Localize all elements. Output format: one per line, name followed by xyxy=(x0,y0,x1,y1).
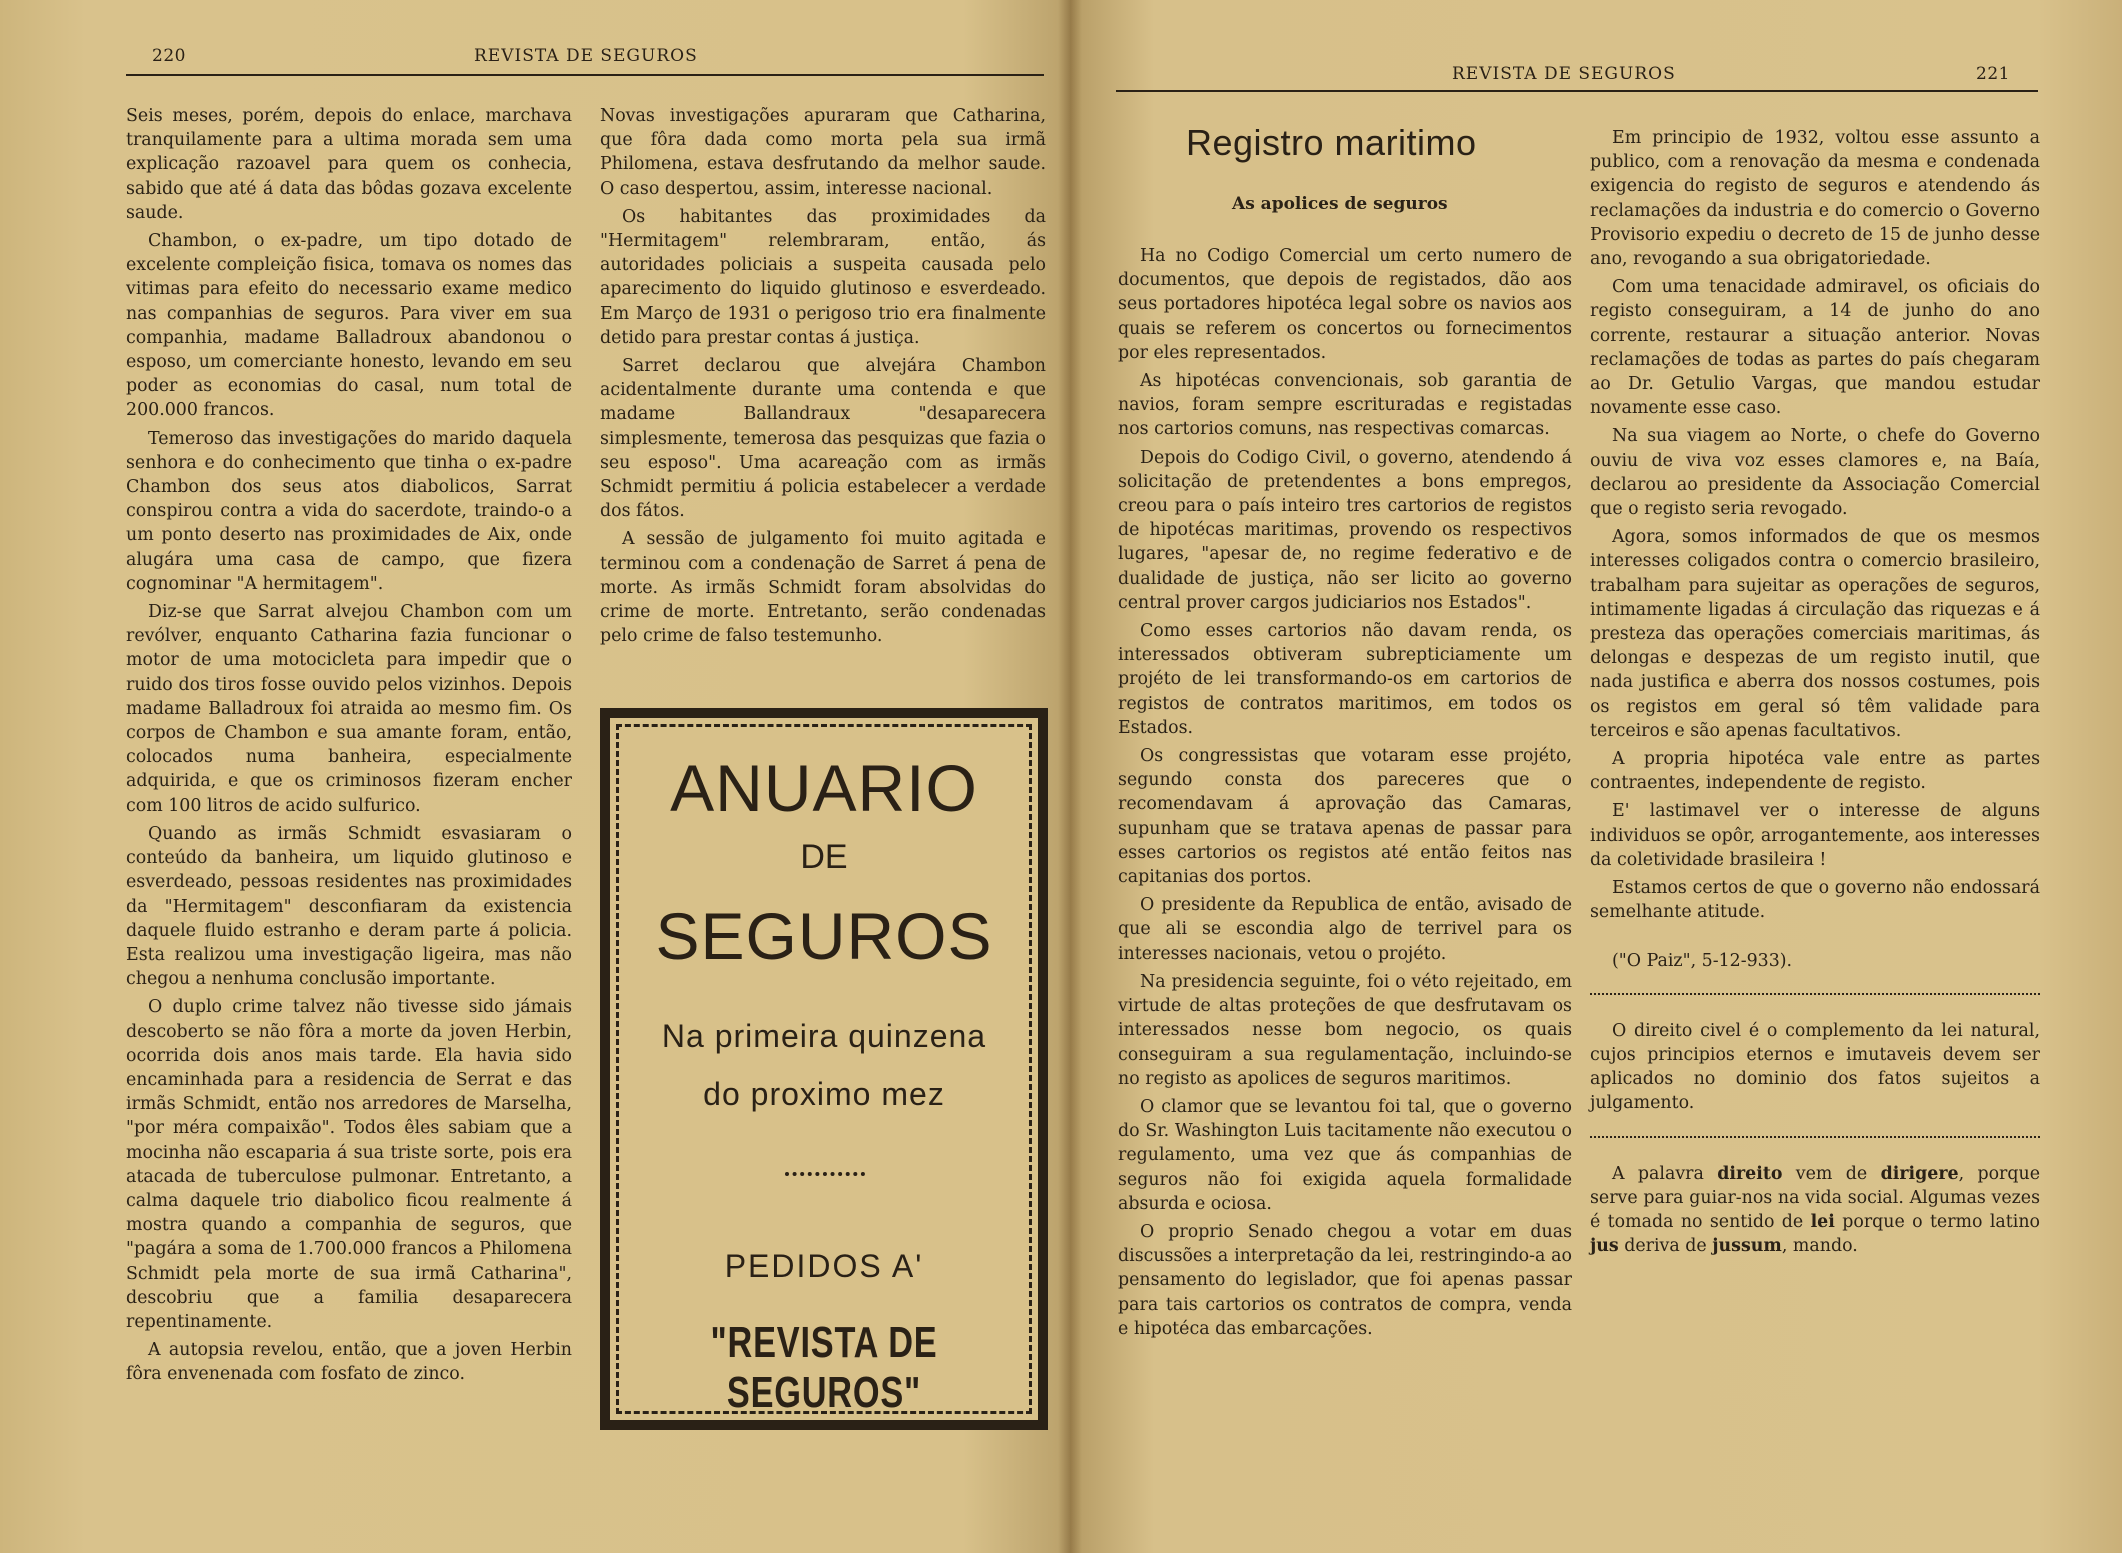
ad-border xyxy=(616,724,1032,1414)
ad-ornament xyxy=(785,1172,865,1176)
page-number: 220 xyxy=(152,46,186,66)
paragraph: Depois do Codigo Civil, o governo, atendendo á solicitação de pretendentes a bons empregos, creou para o país inteiro tres cartorios de registos de hipotécas maritimas, provendo os respectivos lugares, "apesar de, no regime federativo e de dualidade de justiça, não ser licito ao governo central prover cargos judiciarios nos Estados". xyxy=(1118,447,1572,613)
ad-title-seguros: SEGUROS xyxy=(655,899,993,973)
paragraph: Como esses cartorios não davam renda, os interessados obtiveram subrepticiamente um projéto de lei transformando-os em cartorios de registos de contratos maritimos, em todos os Estados. xyxy=(1118,621,1572,738)
paragraph: Ha no Codigo Comercial um certo numero de documentos, que depois de registados, dão aos seus portadores hipotéca legal sobre os navios aos quais se referem os concertos ou fornecimentos por eles representados. xyxy=(1118,246,1572,363)
paragraph: Em principio de 1932, voltou esse assunto a publico, com a renovação da mesma e condenada exigencia do registo de seguros e atendendo ás reclamações da industria e do comercio o Governo Provisorio expediu o decreto de 15 de junho desse ano, revogando a sua obrigatoriedade. xyxy=(1590,128,2040,270)
paragraph: Os congressistas que votaram esse projéto, segundo consta dos pareceres que o recomendavam á aprovação das Camaras, supunham que se tratava apenas de passar para esses cartorios os registos até então feitos nas capitanias dos portos. xyxy=(1118,746,1572,888)
source-citation: ("O Paiz", 5-12-933). xyxy=(1612,950,1793,971)
ad-date-line-2: do proximo mez xyxy=(703,1076,945,1112)
running-head: REVISTA DE SEGUROS xyxy=(474,46,698,66)
paragraph: E' lastimavel ver o interesse de alguns individuos se opôr, arrogantemente, aos interesses da coletividade brasileira ! xyxy=(1590,801,2040,870)
running-head: REVISTA DE SEGUROS xyxy=(1452,64,1676,84)
paragraph: A sessão de julgamento foi muito agitada e terminou com a condenação de Sarret á pena de morte. As irmãs Schmidt foram absolvidas do crime de morte. Entretanto, serão condenadas pelo crime de falso testemunho. xyxy=(600,529,1046,647)
article-column-1 xyxy=(126,104,572,1391)
paragraph: Seis meses, porém, depois do enlace, marchava tranquilamente para a ultima morada sem uma explicação razoavel para quem os conhecia, sabido que até á data das bôdas gozava excelente saude. xyxy=(126,106,572,223)
paragraph: Na presidencia seguinte, foi o véto rejeitado, em virtude de altas proteções de que desfrutavam os interessados nesse bom negocio, os quais conseguiram a sua regulamentação, incluindo-se no registo as apolices de seguros maritimos. xyxy=(1118,971,1572,1089)
paragraph: Na sua viagem ao Norte, o chefe do Governo ouviu de viva voz esses clamores e, na Baía, declarou ao presidente da Associação Comercial que o registo seria revogado. xyxy=(1590,426,2040,520)
note-civil-law: O direito civel é o complemento da lei natural, cujos principios eternos e imutaveis devem ser aplicados no dominio dos fatos sujeitos a julgamento. xyxy=(1590,1020,2040,1114)
article-subtitle: As apolices de seguros xyxy=(1232,194,1448,214)
article-column-2 xyxy=(600,104,1046,652)
paragraph: Temeroso das investigações do marido daquela senhora e do conhecimento que tinha o ex-padre Chambon dos seus atos diabolicos, Sarrat conspirou contra a vida do sacerdote, traindo-o a um ponto deserto nas proximidades de Aix, onde alugára uma casa de campo, que fizera cognominar "A hermitagem". xyxy=(126,428,572,594)
right-page xyxy=(1070,0,2122,1553)
paragraph: A autopsia revelou, então, que a joven Herbin fôra envenenada com fosfato de zinco. xyxy=(126,1340,572,1385)
section-divider xyxy=(1590,993,2040,995)
ad-title-de: DE xyxy=(800,838,848,876)
section-divider xyxy=(1590,1136,2040,1138)
paragraph: Com uma tenacidade admiravel, os oficiais do registo conseguiram, a 14 de junho do ano corrente, restaurar a situação anterior. Novas reclamações de todas as partes do país chegaram ao Dr. Getulio Vargas, que mandou estudar novamente esse caso. xyxy=(1590,277,2040,419)
ad-publisher: "REVISTA DE SEGUROS" xyxy=(710,1318,938,1417)
paragraph: Os habitantes das proximidades da "Hermitagem" relembraram, então, ás autoridades policiais a suspeita causada pelo aparecimento do liquido glutinoso e esverdeado. Em Março de 1931 o perigoso trio era finalmente detido para prestar contas á justiça. xyxy=(600,206,1046,348)
paragraph: Diz-se que Sarrat alvejou Chambon com um revólver, enquanto Catharina fazia funcionar o motor de uma motocicleta para impedir que o ruido dos tiros fosse ouvido pelos vizinhos. Depois madame Balladroux foi atraida ao mesmo fim. Os corpos de Chambon e sua amante foram, então, colocados numa banheira, especialmente adquirida, e que os criminosos fizeram encher com 100 litros de acido sulfurico. xyxy=(126,602,572,816)
paragraph: O proprio Senado chegou a votar em duas discussões a interpretação da lei, restringindo-a ao pensamento do legislador, que foi apenas passar para tais cartorios os contratos de compra, venda e hipotéca das embarcações. xyxy=(1118,1221,1572,1339)
ad-title-anuario: ANUARIO xyxy=(670,751,978,825)
article-column-1 xyxy=(1118,244,1572,1345)
header-rule xyxy=(126,74,1044,76)
header-rule xyxy=(1116,90,2038,92)
paragraph: A propria hipotéca vale entre as partes contraentes, independente de registo. xyxy=(1590,749,2040,794)
anuario-advertisement xyxy=(600,708,1048,1430)
ad-orders-line: PEDIDOS A' xyxy=(724,1248,924,1284)
paragraph: Sarret declarou que alvejára Chambon acidentalmente durante uma contenda e que madame Ballandraux "desaparecera simplesmente, temerosa das pesquizas que fazia o seu esposo". Uma acareação com as irmãs Schmidt permitiu á policia estabelecer a verdade dos fátos. xyxy=(600,356,1046,522)
paragraph: As hipotécas convencionais, sob garantia de navios, foram sempre escrituradas e registadas nos cartorios comuns, nas respectivas comarcas. xyxy=(1118,371,1572,440)
paragraph: O clamor que se levantou foi tal, que o governo do Sr. Washington Luis tacitamente não executou o regulamento, uma vez que ás companhias de seguros não foi exigida aquela formalidade absurda e ociosa. xyxy=(1118,1096,1572,1214)
paragraph: Novas investigações apuraram que Catharina, que fôra dada como morta pela sua irmã Philomena, estava desfrutando da melhor saude. O caso despertou, assim, interesse nacional. xyxy=(600,106,1046,199)
paragraph: O presidente da Republica de então, avisado de que ali se escondia algo de terrivel para os interesses nacionais, vetou o projéto. xyxy=(1118,895,1572,964)
binding-gutter xyxy=(1058,0,1082,1553)
note-direito-etymology: A palavra direito vem de dirigere, porque serve para guiar-nos na vida social. Algumas vezes é tomada no sentido de lei porque o termo latino jus deriva de jussum, mando. xyxy=(1590,1163,2041,1257)
ad-date-line-1: Na primeira quinzena xyxy=(661,1018,987,1054)
paragraph: Chambon, o ex-padre, um tipo dotado de excelente compleição fisica, tomava os nomes das vitimas para efeito do necessario exame medico nas companhias de seguros. Para viver em sua companhia, madame Balladroux abandonou o esposo, um comerciante honesto, levando em seu poder as economias do casal, num total de 200.000 francos. xyxy=(126,231,572,421)
paragraph: Estamos certos de que o governo não endossará semelhante atitude. xyxy=(1590,878,2040,923)
paragraph: Agora, somos informados de que os mesmos interesses coligados contra o comercio brasileiro, trabalham para sujeitar as operações de seguros, intimamente ligadas á circulação das riquezas e á presteza das operações comerciais maritimas, ás delongas e despezas de um registo inutil, que nada justifica e aberra dos nossos costumes, pois os registos em geral só têm validade para terceiros e são apenas facultativos. xyxy=(1590,527,2040,741)
page-number: 221 xyxy=(1976,64,2010,84)
article-column-2 xyxy=(1590,126,2040,1262)
paragraph: Quando as irmãs Schmidt esvasiaram o conteúdo da banheira, um liquido glutinoso e esverdeado, pessoas residentes nas proximidades da "Hermitagem" desconfiaram da existencia daquele fluido estranho e deram parte á policia. Esta realizou uma investigação ligeira, mas não chegou a nenhuma conclusão importante. xyxy=(126,823,572,990)
paragraph: O duplo crime talvez não tivesse sido jámais descoberto se não fôra a morte da joven Herbin, ocorrida dois anos mais tarde. Ela havia sido encaminhada para a residencia de Serrat e das irmãs Schmidt, então nos arredores de Marselha, "por méra compaixão". Todos êles sabiam que a mocinha não escaparia á sua triste sorte, pois era atacada de tuberculose pulmonar. Entretanto, a calma daquele trio diabolico ficou realmente á mostra quando a companhia de seguros, que "pagára a soma de 1.700.000 francos a Philomena Schmidt pela morte de sua irmã Catharina", descobriu que a familia desaparecera repentinamente. xyxy=(126,997,572,1332)
article-title: Registro maritimo xyxy=(1186,122,1477,163)
